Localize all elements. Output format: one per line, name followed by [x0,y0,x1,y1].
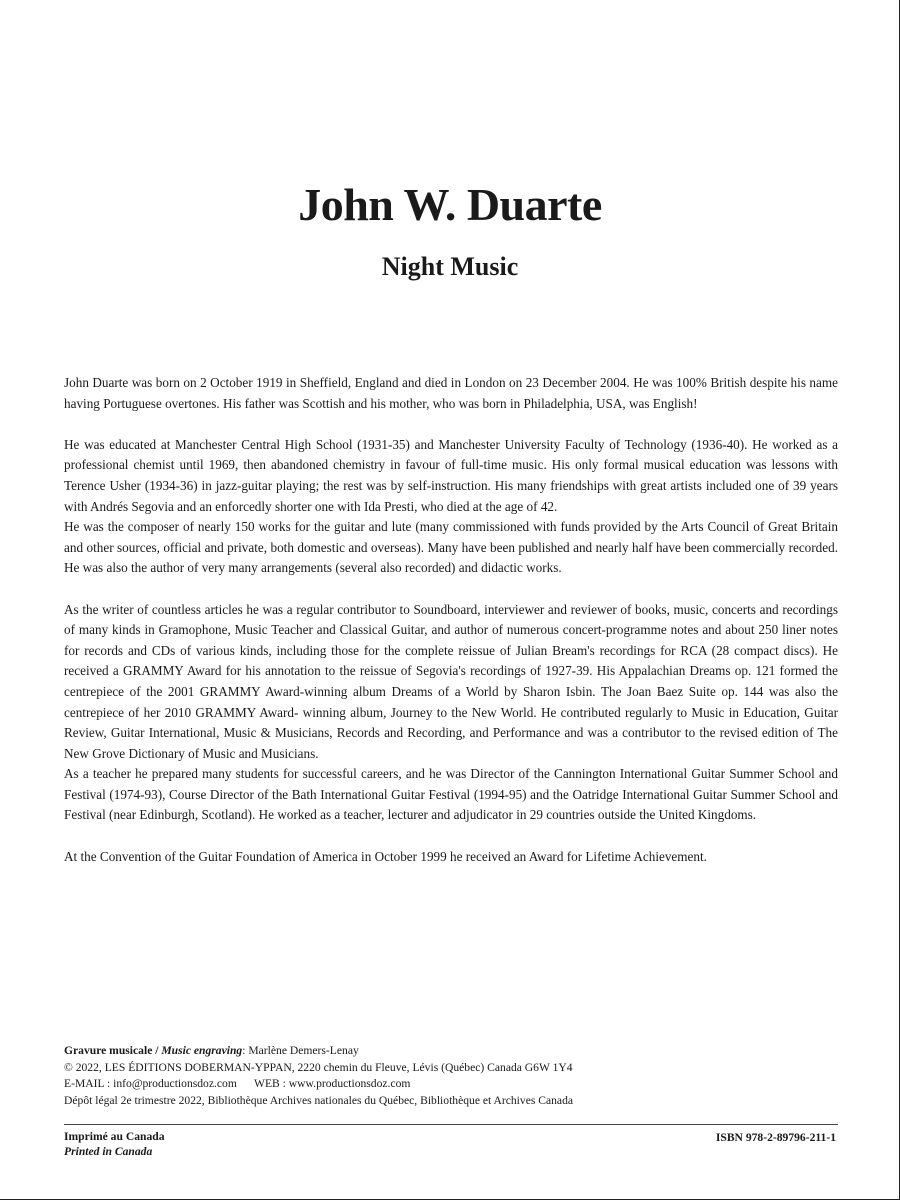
work-title: Night Music [381,252,519,281]
bio-paragraph-award: At the Convention of the Guitar Foundation of America in October 1999 he received an Award for Lifetime Achievement. [64,848,707,864]
isbn: ISBN 978-2-89796-211-1 [715,1131,836,1144]
printed-fr: Imprimé au Canada [64,1130,165,1143]
bio-paragraph-teaching: As a teacher he prepared many students for successful careers, and he was Director of the Cannington International Guitar Summer School and Festival (1974-93), Course Director of the Bath International Guitar Festival (1994-95) and the Oatridge International Guitar Summer School and Festival (near Edinburgh, Scotland). He worked as a teacher, lecturer and adjudicator in 29 countries outside the United Kingdoms. [64,766,838,823]
copyright-line: © 2022, LES ÉDITIONS DOBERMAN-YPPAN, 2220 chemin du Fleuve, Lévis (Québec) Canada G6W 1Y4 [64,1060,573,1074]
engraving-separator: / [152,1044,162,1057]
engraving-credit [64,1043,838,1060]
composer-name: John W. Duarte [298,179,602,230]
engraving-value: : Marlène Demers-Lenay [242,1044,359,1057]
engraving-label-fr: Gravure musicale [64,1044,153,1057]
printed-en: Printed in Canada [64,1145,153,1158]
legal-deposit-line: Dépôt légal 2e trimestre 2022, Bibliothèque Archives nationales du Québec, Bibliothèque et Archives Canada [64,1093,574,1107]
printed-in [64,1129,165,1159]
contact-line: E-MAIL : info@productionsdoz.com WEB : www.productionsdoz.com [64,1077,411,1090]
engraving-label-en: Music engraving [161,1044,243,1057]
bio-paragraph-birth: John Duarte was born on 2 October 1919 in Sheffield, England and died in London on 23 December 2004. He was 100% British despite his name having Portuguese overtones. His father was Scottish and his mother, who was born in Philadelphia, USA, was English! [64,375,838,411]
biography [64,373,838,867]
publisher-credits [64,1043,838,1109]
footer-divider [64,1124,838,1125]
bio-paragraph-writing: As the writer of countless articles he was a regular contributor to Soundboard, interviewer and reviewer of books, music, concerts and recordings of many kinds in Gramophone, Music Teacher and Classical Guitar, and author of numerous concert-programme notes and about 250 liner notes for records and CDs of various kinds, including those for the complete reissue of Julian Bream's recordings for RCA (28 compact discs). He received a GRAMMY Award for his annotation to the reissue of Segovia's recordings of 1927-39. His Appalachian Dreams op. 121 formed the centrepiece of the 2001 GRAMMY Award-winning album Dreams of a World by Sharon Isbin. The Joan Baez Suite op. 144 was also the centrepiece of her 2010 GRAMMY Award- winning album, Journey to the New World. He contributed regularly to Music in Education, Guitar Review, Guitar International, Music & Musicians, Records and Recording, and Performance and was a contributor to the revised edition of The New Grove Dictionary of Music and Musicians. [64,601,838,761]
bio-paragraph-education: He was educated at Manchester Central High School (1931-35) and Manchester University Faculty of Technology (1936-40). He worked as a professional chemist until 1969, then abandoned chemistry in favour of full-time music. His only formal musical education was lessons with Terence Usher (1934-36) in jazz-guitar playing; the rest was by self-instruction. His many friendships with great artists included one of 39 years with Andrés Segovia and an enforcedly shorter one with Ida Presti, who died at the age of 42. [64,436,838,514]
bio-paragraph-compositions: He was the composer of nearly 150 works for the guitar and lute (many commissioned with funds provided by the Arts Council of Great Britain and other sources, official and private, both domestic and overseas). Many have been published and nearly half have been commercially recorded. He was also the author of very many arrangements (several also recorded) and didactic works. [64,519,838,576]
